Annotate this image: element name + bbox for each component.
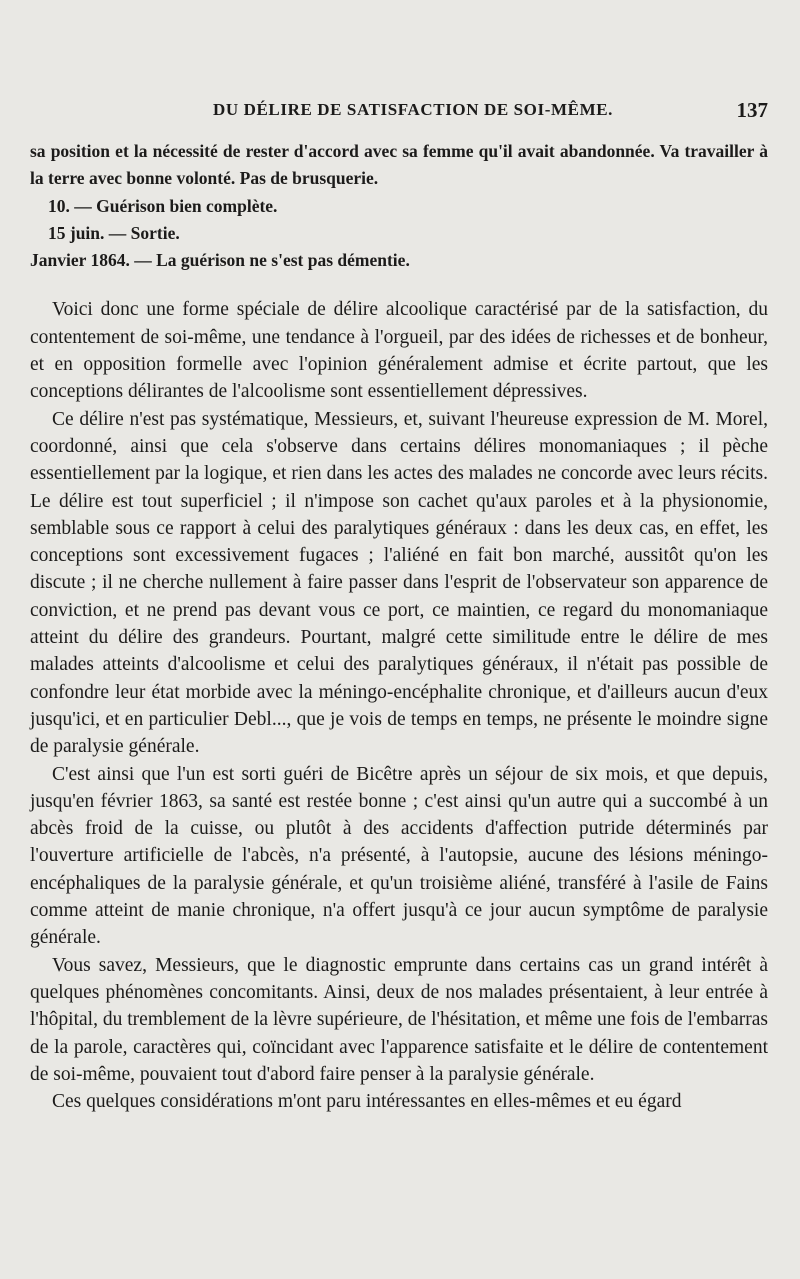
observation-line: sa position et la nécessité de rester d'accord avec sa femme qu'il avait abandonnée. Va travailler à la terre avec bonne volonté. Pas de brusquerie. bbox=[30, 141, 768, 189]
observation-line: Janvier 1864. — La guérison ne s'est pas démentie. bbox=[30, 250, 410, 271]
observation-notes bbox=[30, 138, 768, 274]
running-title: DU DÉLIRE DE SATISFACTION DE SOI-MÊME. bbox=[213, 100, 614, 119]
paragraph: Ce délire n'est pas systématique, Messieurs, et, suivant l'heureuse expression de M. Morel, coordonné, ainsi que cela s'observe dans certains délires monomaniaques ; il pèche essentiellement par la logique, et rien dans les actes des malades ne concorde avec leurs récits. Le délire est tout superficiel ; il n'impose son cachet qu'aux paroles et à la physionomie, semblable sous ce rapport à celui des paralytiques généraux : dans les deux cas, en effet, les conceptions sont excessivement fugaces ; l'aliéné en fait bon marché, aussitôt qu'on les discute ; il ne cherche nullement à faire passer dans l'esprit de l'observateur son apparence de conviction, et ne prend pas devant vous ce port, ce maintien, ce regard du monomaniaque atteint du délire des grandeurs. Pourtant, malgré cette similitude entre le délire de mes malades atteints d'alcoolisme et celui des paralytiques généraux, il n'était pas possible de confondre leur état morbide avec la méningo-encéphalite chronique, et d'ailleurs aucun d'eux jusqu'ici, et en particulier Debl..., que je vois de temps en temps, ne présente le moindre signe de paralysie générale. bbox=[30, 408, 768, 758]
page-header bbox=[30, 100, 768, 128]
observation-line: 15 juin. — Sortie. bbox=[48, 222, 180, 243]
page-body bbox=[30, 138, 768, 1115]
paragraph: Ces quelques considérations m'ont paru intéressantes en elles-mêmes et eu égard bbox=[52, 1091, 682, 1113]
page-number: 137 bbox=[736, 98, 768, 122]
section-gap bbox=[30, 274, 768, 296]
paragraph: Vous savez, Messieurs, que le diagnostic emprunte dans certains cas un grand intérêt à quelques phénomènes concomitants. Ainsi, deux de nos malades présentaient, à leur entrée à l'hôpital, du tremblement de la lèvre supérieure, de l'hésitation, et même une fois de l'embarras de la parole, caractères qui, coïncidant avec l'apparence satisfaite et le délire de contentement de soi-même, pouvaient tout d'abord faire penser à la paralysie générale. bbox=[30, 954, 768, 1085]
paragraph: C'est ainsi que l'un est sorti guéri de Bicêtre après un séjour de six mois, et que depuis, jusqu'en février 1863, sa santé est restée bonne ; c'est ainsi qu'un autre qui a succombé à un abcès froid de la cuisse, ou plutôt à des accidents d'affection putride déterminés par l'ouverture artificielle de l'abcès, n'a présenté, à l'autopsie, aucune des lésions méningo-encéphaliques de la paralysie générale, et qu'un troisième aliéné, transféré à l'asile de Fains comme atteint de manie chronique, n'a offert jusqu'à ce jour aucun symptôme de paralysie générale. bbox=[30, 763, 768, 949]
observation-line: 10. — Guérison bien complète. bbox=[48, 195, 278, 216]
paragraph: Voici donc une forme spéciale de délire alcoolique caractérisé par de la satisfaction, du contentement de soi-même, une tendance à l'orgueil, par des idées de richesses et de bonheur, et en opposition formelle avec l'opinion généralement admise et écrite partout, que les conceptions délirantes de l'alcoolisme sont essentiellement dépressives. bbox=[30, 299, 768, 403]
